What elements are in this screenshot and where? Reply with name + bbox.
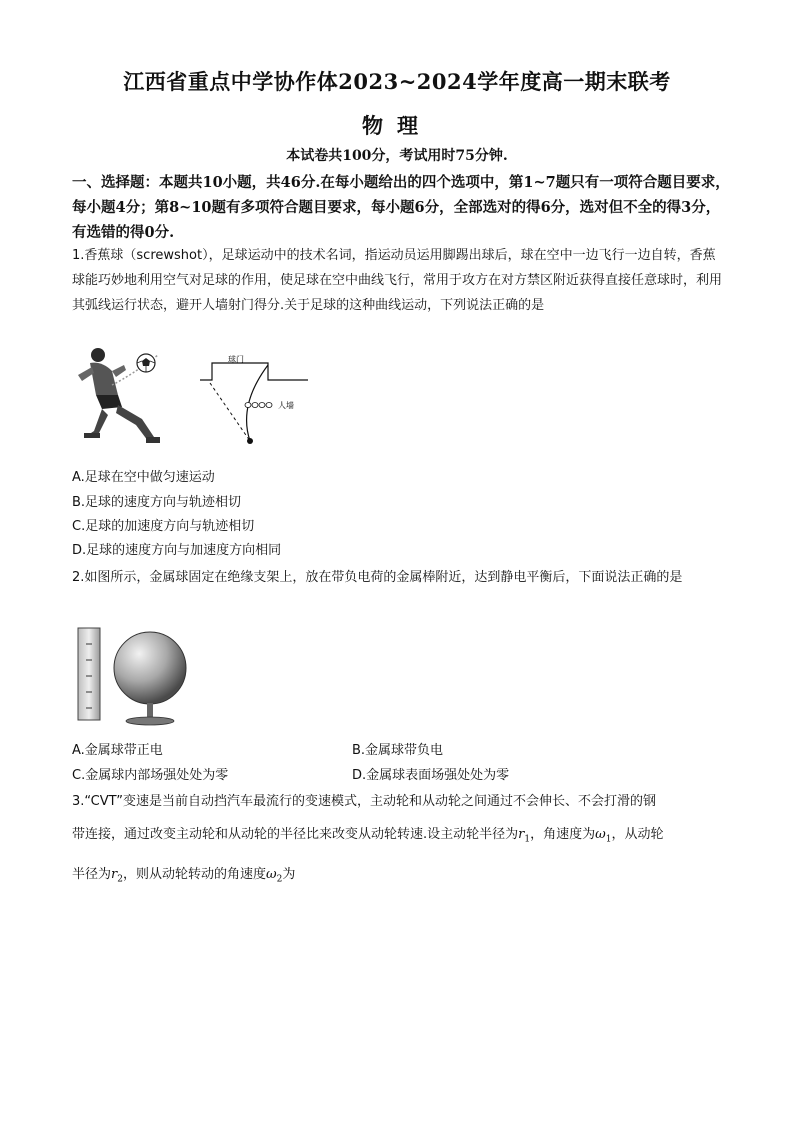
symbol-omega1 <box>595 827 612 845</box>
question-3-line-2 <box>72 822 722 853</box>
q3-text-e: ，则从动轮转动的角速度 <box>122 867 266 882</box>
question-1-option-a: A.足球在空中做匀速运动 <box>72 470 215 485</box>
section-heading: 一、选择题：本题共10小题，共46分.在每小题给出的四个选项中，第1~7题只有一项符合题目要求，每小题4分；第8~10题有多项符合题目要求，每小题6分，全部选对的得6分，选对但不全的得3分，有选错的得0分. <box>72 174 730 241</box>
q3-text-c: ，从动轮 <box>611 827 664 842</box>
r2-symbol: r <box>111 867 118 882</box>
question-1-stem: 1.香蕉球（screwshot），足球运动中的技术名词，指运动员运用脚踢出球后，球在空中一边飞行一边自转，香蕉球能巧妙地利用空气对足球的作用，使足球在空中曲线飞行，常用于攻方在对方禁区附近获得直接任意球时，利用其弧线运行状态，避开人墙射门得分.关于足球的这种曲线运动，下列说法正确的是 <box>72 248 723 313</box>
question-2-option-c: C.金属球内部场强处处为零 <box>72 768 229 783</box>
goal-label: 球门 <box>228 355 244 364</box>
goal-diagram <box>200 354 308 444</box>
omega1-subscript: 1 <box>605 834 612 845</box>
defensive-wall-icon <box>245 403 272 408</box>
q3-text-f: 为 <box>282 867 296 882</box>
symbol-r1 <box>518 827 531 845</box>
question-2-option-b: B.金属球带负电 <box>352 743 444 758</box>
symbol-r2 <box>111 867 123 885</box>
question-3-line-3 <box>72 862 722 893</box>
banana-kick-figure <box>72 335 312 455</box>
soccer-ball-icon <box>137 354 155 372</box>
question-1-option-c: C.足球的加速度方向与轨迹相切 <box>72 519 255 534</box>
symbol-omega2 <box>265 867 283 885</box>
charged-metal-rod <box>78 628 100 720</box>
q3-text-a: 带连接，通过改变主动轮和从动轮的半径比来改变从动轮转速.设主动轮半径为 <box>72 827 519 842</box>
question-1-option-d: D.足球的速度方向与加速度方向相同 <box>72 543 282 558</box>
question-2-option-d: D.金属球表面场强处处为零 <box>352 768 510 783</box>
q3-text-d: 半径为 <box>72 867 112 882</box>
omega1-symbol: ω <box>595 827 606 842</box>
r1-subscript: 1 <box>524 834 531 845</box>
omega2-subscript: 2 <box>276 874 283 885</box>
metal-sphere-on-stand <box>114 632 186 725</box>
omega2-symbol: ω <box>265 867 277 882</box>
question-3-line-1: 3.“CVT”变速是当前自动挡汽车最流行的变速模式，主动轮和从动轮之间通过不会伸长、不会打滑的钢 <box>72 794 657 809</box>
q3-text-b: ，角速度为 <box>530 827 596 842</box>
question-1-option-b: B.足球的速度方向与轨迹相切 <box>72 495 242 510</box>
exam-info: 本试卷共100分，考试用时75分钟. <box>286 148 508 164</box>
r2-subscript: 2 <box>117 874 123 885</box>
question-2-stem: 2.如图所示，金属球固定在绝缘支架上，放在带负电荷的金属棒附近，达到静电平衡后，下面说法正确的是 <box>72 570 683 585</box>
exam-title: 江西省重点中学协作体2023~2024学年度高一期末联考 <box>123 69 671 94</box>
r1-symbol: r <box>518 827 525 842</box>
question-2-option-a: A.金属球带正电 <box>72 743 163 758</box>
metal-sphere-figure <box>72 624 192 728</box>
subject-title: 物理 <box>362 113 432 138</box>
wall-label: 人墙 <box>278 401 294 410</box>
